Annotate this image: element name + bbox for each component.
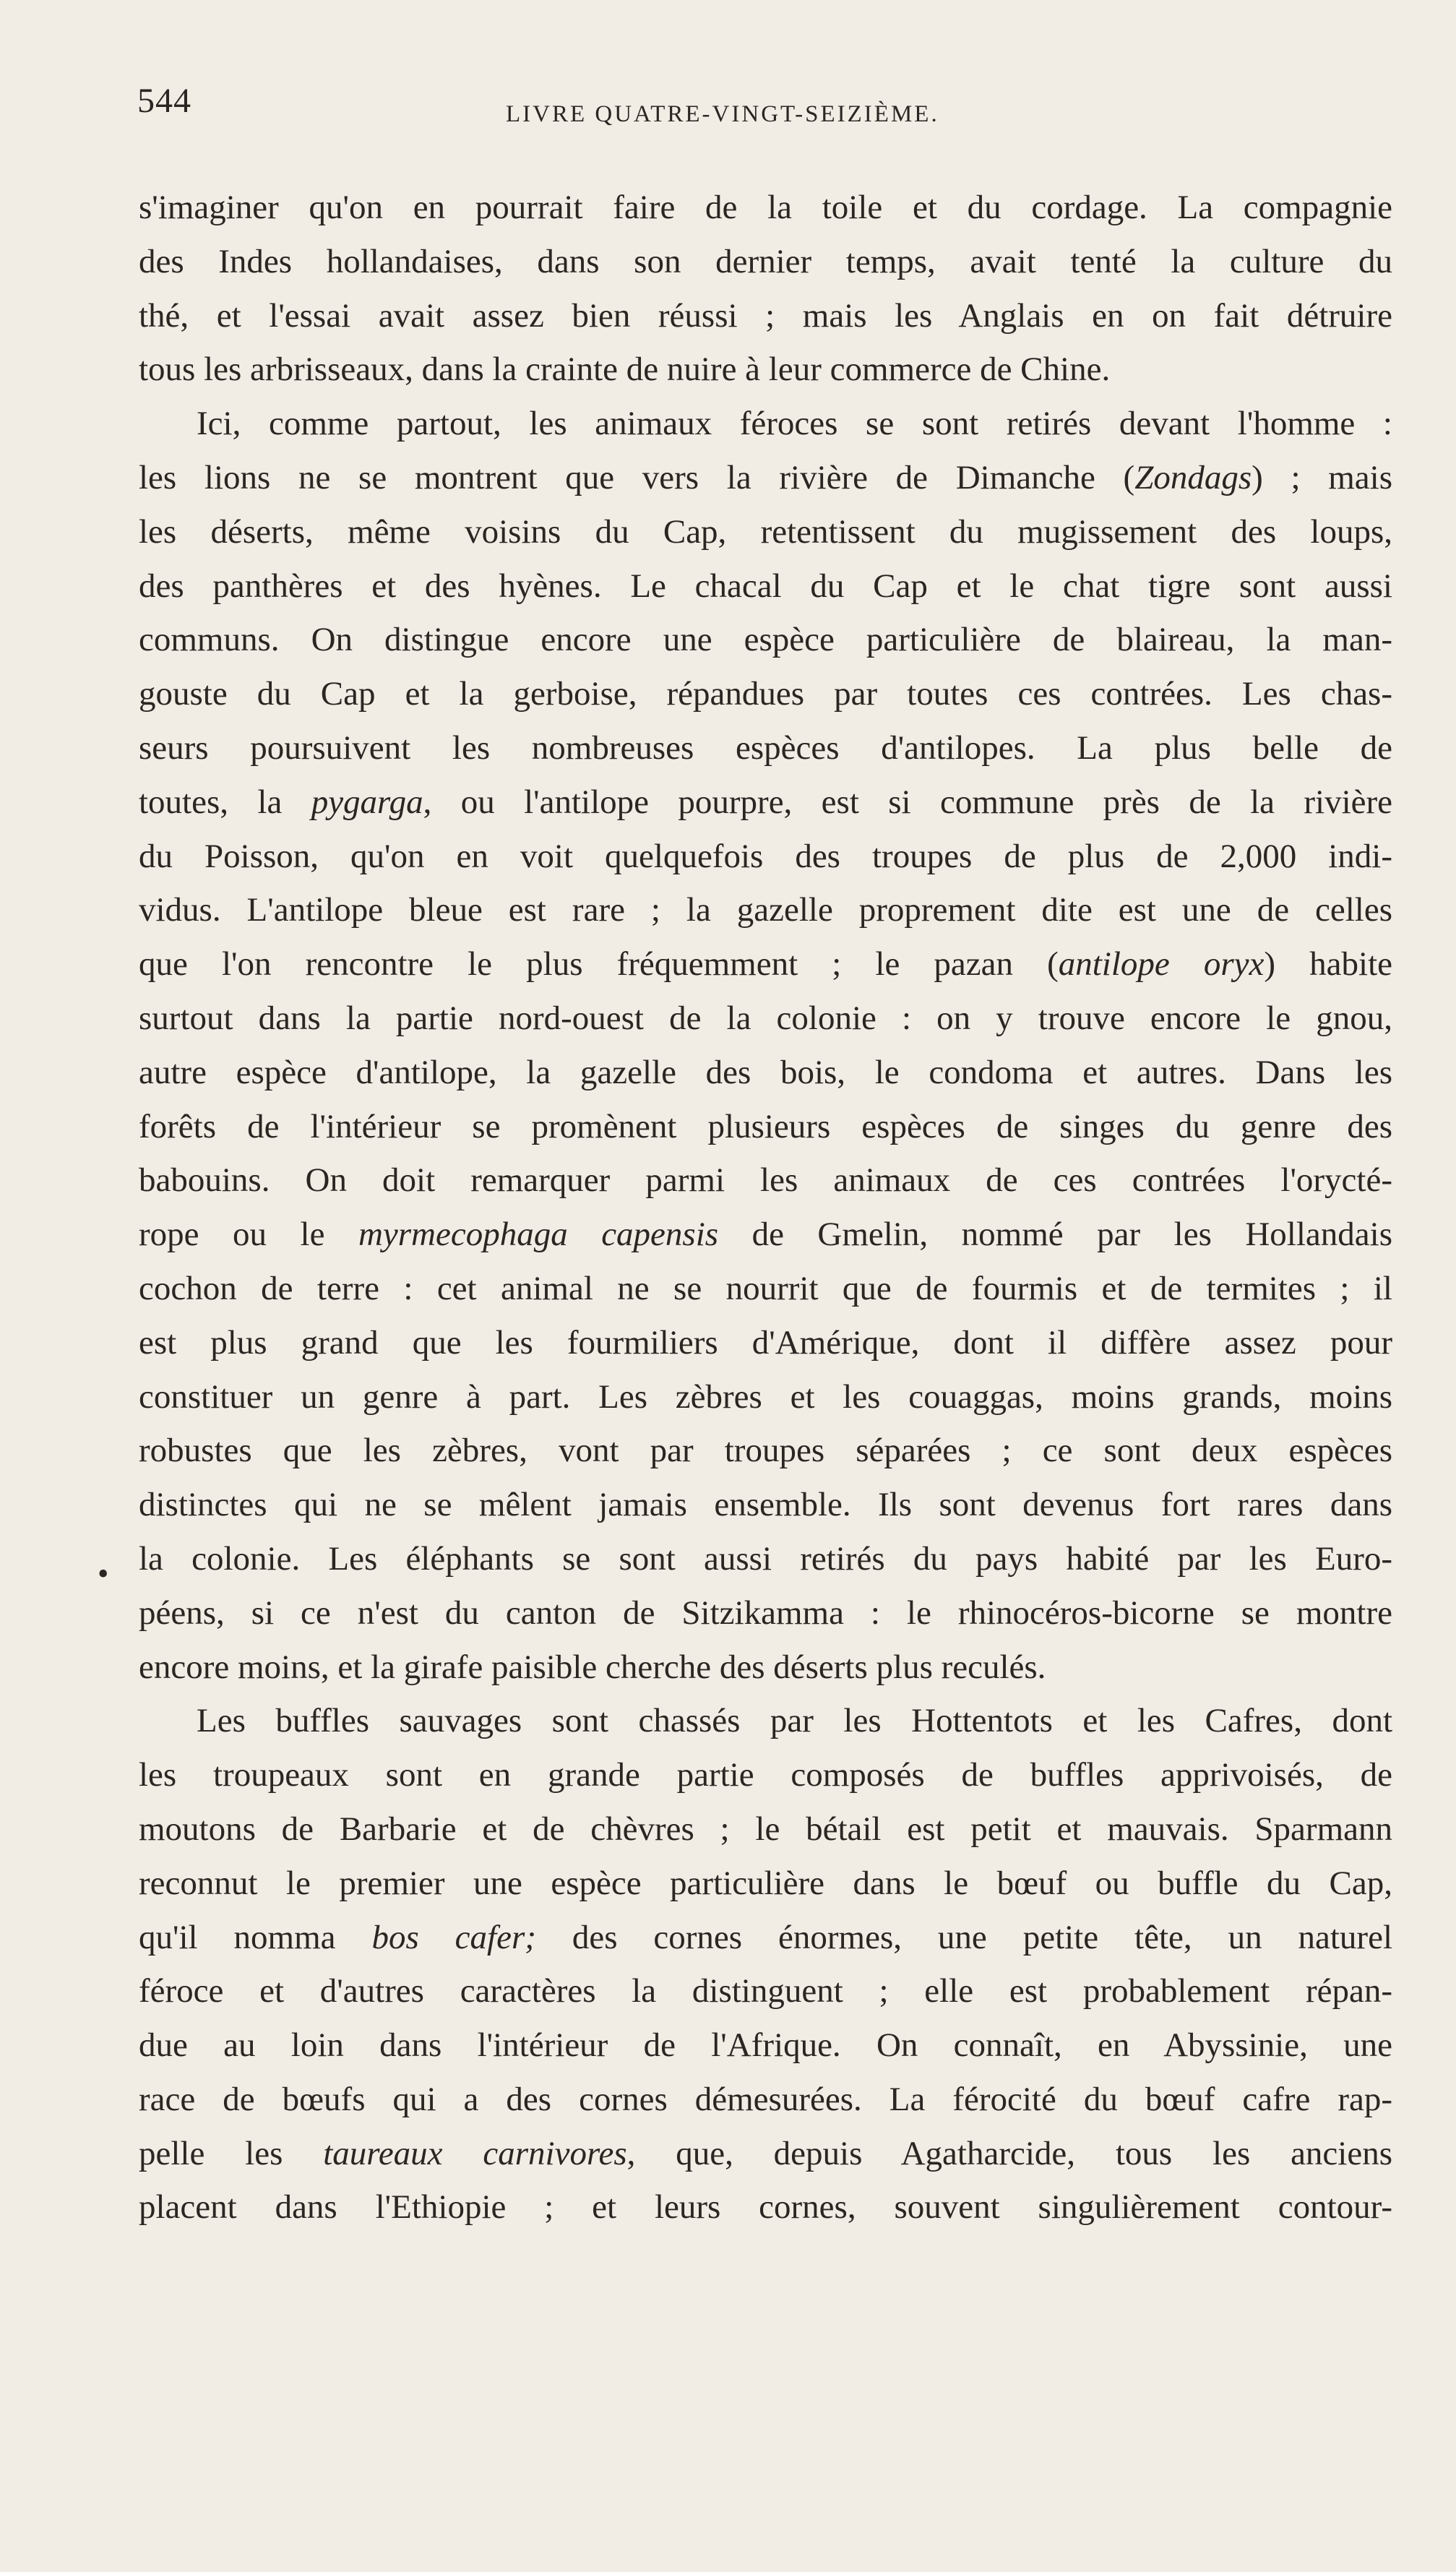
text-segment: les troupeaux sont en grande partie composés de buffles apprivoisés, de bbox=[139, 1756, 1392, 1794]
italic-term: pygarga bbox=[311, 783, 423, 821]
text-line bbox=[139, 1262, 1392, 1316]
text-line bbox=[139, 1478, 1392, 1532]
text-line bbox=[139, 2180, 1392, 2235]
text-line bbox=[139, 1424, 1392, 1478]
text-segment: des Indes hollandaises, dans son dernier temps, avait tenté la culture du bbox=[139, 242, 1392, 280]
text-line bbox=[139, 289, 1392, 343]
text-segment: ) habite bbox=[1264, 945, 1392, 984]
text-segment: communs. On distingue encore une espèce particulière de blaireau, la man- bbox=[139, 621, 1392, 659]
margin-mark: • bbox=[98, 1556, 109, 1591]
text-line bbox=[139, 1153, 1392, 1208]
text-line bbox=[139, 1802, 1392, 1857]
italic-term: myrmecophaga capensis bbox=[358, 1216, 719, 1254]
text-line bbox=[139, 1748, 1392, 1802]
text-segment: Ici, comme partout, les animaux féroces se sont retirés devant l'homme : bbox=[197, 405, 1392, 443]
running-title: LIVRE QUATRE-VINGT-SEIZIÈME. bbox=[506, 101, 939, 127]
text-segment: est plus grand que les fourmiliers d'Amérique, dont il diffère assez pour bbox=[139, 1323, 1392, 1362]
text-segment: placent dans l'Ethiopie ; et leurs cornes, souvent singulièrement contour- bbox=[139, 2188, 1392, 2227]
text-segment: constituer un genre à part. Les zèbres et les couaggas, moins grands, moins bbox=[139, 1377, 1392, 1416]
text-segment: Les buffles sauvages sont chassés par les Hottentots et les Cafres, dont bbox=[197, 1702, 1392, 1740]
text-line bbox=[139, 1640, 1392, 1695]
text-segment: reconnut le premier une espèce particulière dans le bœuf ou buffle du Cap, bbox=[139, 1864, 1392, 1902]
text-line bbox=[139, 235, 1392, 289]
text-line bbox=[139, 775, 1392, 830]
text-segment: qu'il nomma bbox=[139, 1918, 372, 1956]
text-line bbox=[139, 1964, 1392, 2018]
italic-term: antilope oryx bbox=[1058, 945, 1265, 984]
text-segment: autre espèce d'antilope, la gazelle des bois, le condoma et autres. Dans les bbox=[139, 1053, 1392, 1091]
text-segment: moutons de Barbarie et de chèvres ; le bétail est petit et mauvais. Sparmann bbox=[139, 1810, 1392, 1848]
italic-term: taureaux carnivores bbox=[323, 2134, 627, 2172]
text-line bbox=[139, 992, 1392, 1046]
text-line bbox=[139, 1370, 1392, 1424]
text-segment: du Poisson, qu'on en voit quelquefois des troupes de plus de 2,000 indi- bbox=[139, 837, 1392, 875]
text-line bbox=[139, 343, 1392, 397]
text-line bbox=[139, 883, 1392, 937]
text-line bbox=[139, 1208, 1392, 1262]
text-segment: rope ou le bbox=[139, 1216, 358, 1254]
text-segment: vidus. L'antilope bleue est rare ; la gazelle proprement dite est une de celles bbox=[139, 891, 1392, 929]
text-line bbox=[139, 2127, 1392, 2181]
text-segment: les déserts, même voisins du Cap, retentissent du mugissement des loups, bbox=[139, 512, 1392, 551]
text-line bbox=[139, 1911, 1392, 1965]
text-line bbox=[139, 559, 1392, 614]
text-line bbox=[139, 613, 1392, 667]
text-segment: des cornes énormes, une petite tête, un naturel bbox=[535, 1918, 1392, 1956]
page-number: 544 bbox=[137, 82, 191, 120]
text-segment: péens, si ce n'est du canton de Sitzikamma : le rhinocéros-bicorne se montre bbox=[139, 1593, 1392, 1632]
text-segment: robustes que les zèbres, vont par troupes séparées ; ce sont deux espèces bbox=[139, 1432, 1392, 1470]
text-segment: pelle les bbox=[139, 2134, 324, 2172]
text-segment: , ou l'antilope pourpre, est si commune près de la rivière bbox=[423, 783, 1392, 821]
text-line bbox=[139, 1857, 1392, 1911]
text-line bbox=[139, 397, 1392, 451]
text-line bbox=[139, 937, 1392, 992]
text-segment: forêts de l'intérieur se promènent plusieurs espèces de singes du genre des bbox=[139, 1107, 1392, 1145]
text-segment: ) ; mais bbox=[1252, 458, 1392, 496]
text-segment: toutes, la bbox=[139, 783, 311, 821]
text-line bbox=[139, 1694, 1392, 1748]
text-segment: thé, et l'essai avait assez bien réussi ; mais les Anglais en on fait détruire bbox=[139, 296, 1392, 335]
text-line bbox=[139, 1316, 1392, 1370]
text-segment: gouste du Cap et la gerboise, répandues par toutes ces contrées. Les chas- bbox=[139, 675, 1392, 713]
text-segment: surtout dans la partie nord-ouest de la colonie : on y trouve encore le gnou, bbox=[139, 999, 1392, 1037]
text-line bbox=[139, 1100, 1392, 1154]
text-segment: féroce et d'autres caractères la distinguent ; elle est probablement répan- bbox=[139, 1972, 1392, 2010]
body-text bbox=[139, 181, 1392, 2235]
text-line bbox=[139, 830, 1392, 884]
text-line bbox=[139, 451, 1392, 505]
text-segment: distinctes qui ne se mêlent jamais ensemble. Ils sont devenus fort rares dans bbox=[139, 1486, 1392, 1524]
text-line bbox=[139, 2018, 1392, 2073]
text-line bbox=[139, 1586, 1392, 1640]
text-segment: due au loin dans l'intérieur de l'Afrique. On connaît, en Abyssinie, une bbox=[139, 2026, 1392, 2065]
text-segment: s'imaginer qu'on en pourrait faire de la toile et du cordage. La compagnie bbox=[139, 189, 1392, 226]
text-line bbox=[139, 505, 1392, 559]
text-segment: tous les arbrisseaux, dans la crainte de nuire à leur commerce de Chine. bbox=[139, 350, 1111, 389]
text-segment: seurs poursuivent les nombreuses espèces d'antilopes. La plus belle de bbox=[139, 728, 1392, 767]
text-segment: cochon de terre : cet animal ne se nourrit que de fourmis et de termites ; il bbox=[139, 1269, 1392, 1307]
text-line bbox=[139, 181, 1392, 235]
text-segment: encore moins, et la girafe paisible cherche des déserts plus reculés. bbox=[139, 1648, 1046, 1686]
text-segment: de Gmelin, nommé par les Hollandais bbox=[718, 1216, 1392, 1254]
text-segment: les lions ne se montrent que vers la rivière de Dimanche ( bbox=[139, 458, 1135, 496]
text-line bbox=[139, 1046, 1392, 1100]
text-line bbox=[139, 721, 1392, 775]
text-segment: que l'on rencontre le plus fréquemment ; le pazan ( bbox=[139, 945, 1059, 984]
text-segment: babouins. On doit remarquer parmi les animaux de ces contrées l'orycté- bbox=[139, 1161, 1392, 1200]
text-line bbox=[139, 2073, 1392, 2127]
text-segment: des panthères et des hyènes. Le chacal du Cap et le chat tigre sont aussi bbox=[139, 567, 1392, 605]
text-line bbox=[139, 667, 1392, 721]
text-line bbox=[139, 1532, 1392, 1586]
italic-term: bos cafer; bbox=[371, 1918, 536, 1956]
italic-term: Zondags bbox=[1134, 458, 1252, 496]
text-segment: la colonie. Les éléphants se sont aussi retirés du pays habité par les Euro- bbox=[139, 1539, 1392, 1578]
text-segment: race de bœufs qui a des cornes démesurées. La férocité du bœuf cafre rap- bbox=[139, 2080, 1392, 2118]
text-segment: , que, depuis Agatharcide, tous les anciens bbox=[626, 2134, 1392, 2172]
